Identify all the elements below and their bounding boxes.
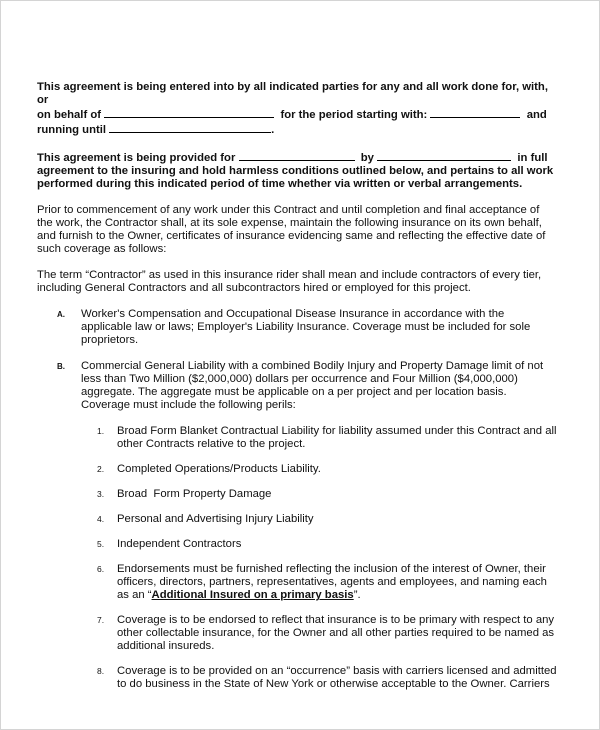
list-marker: 8.	[97, 666, 105, 676]
perils-list	[81, 425, 557, 691]
peril-item-1	[81, 425, 557, 451]
agreement-parties-paragraph	[37, 81, 557, 137]
running-until-blank[interactable]	[109, 122, 271, 133]
coverage-item-text: Worker's Compensation and Occupational Disease Insurance in accordance with the applicable law or laws; Employer's Liability Insurance. Coverage must be included for sole proprietors.	[81, 308, 531, 346]
coverage-item-b	[37, 360, 557, 412]
peril-text: Personal and Advertising Injury Liability	[117, 513, 314, 525]
on-behalf-label: on behalf of	[37, 109, 102, 121]
additional-insured-emphasis: Additional Insured on a primary basis	[151, 589, 354, 601]
peril-text: Coverage is to be endorsed to reflect that insurance is to be primary with respect to any other collectable insurance, for the Owner and all other parties required to be named as additional insureds.	[117, 614, 555, 652]
peril-text-after: ”.	[353, 589, 361, 601]
coverage-item-a	[37, 308, 557, 347]
list-marker: 2.	[97, 464, 105, 474]
by-label: by	[360, 152, 374, 164]
list-marker: 6.	[97, 564, 105, 574]
list-marker: B.	[57, 362, 65, 371]
peril-text: Broad Form Blanket Contractual Liability for liability assumed under this Contract and all other Contracts relative to the project.	[117, 425, 557, 450]
list-marker: 1.	[97, 426, 105, 436]
provided-for-blank[interactable]	[239, 150, 355, 161]
peril-item-6	[81, 563, 557, 602]
document-body	[37, 81, 557, 703]
period-start-label: for the period starting with:	[280, 109, 428, 121]
and-label: and	[526, 109, 547, 121]
peril-item-5	[81, 538, 557, 551]
peril-item-3	[81, 488, 557, 501]
list-marker: 3.	[97, 489, 105, 499]
peril-text: Independent Contractors	[117, 538, 242, 550]
list-marker: A.	[57, 310, 65, 319]
para2-rest: agreement to the insuring and hold harmless conditions outlined below, and pertains to all work performed during this indicated period of time whether via written or verbal arrangements.	[37, 165, 554, 190]
agreement-provided-paragraph	[37, 150, 557, 191]
coverage-item-text: Commercial General Liability with a combined Bodily Injury and Property Damage limit of not less than Two Million ($2,000,000) dollars per occurrence and Four Million ($4,000,000) aggregate. The aggregate must be applicable on a per project and per location basis. Coverage must include the following perils:	[81, 360, 544, 411]
in-full-label: in full	[517, 152, 548, 164]
peril-item-7	[81, 614, 557, 653]
peril-item-4	[81, 513, 557, 526]
provided-by-blank[interactable]	[377, 150, 511, 161]
insurance-requirement-paragraph: Prior to commencement of any work under this Contract and until completion and final acceptance of the work, the Contractor shall, at its sole expense, maintain the following insurance on its own behalf, and furnish to the Owner, certificates of insurance evidencing same and reflecting the effective date of such coverage as follows:	[37, 204, 546, 255]
contractor-definition-paragraph: The term “Contractor” as used in this insurance rider shall mean and include contractors of every tier, including General Contractors and all subcontractors hired or employed for this project.	[37, 269, 542, 294]
on-behalf-blank[interactable]	[104, 107, 274, 118]
period-mark: .	[271, 124, 275, 136]
peril-text: Completed Operations/Products Liability.	[117, 463, 321, 475]
para1-line1: This agreement is being entered into by all indicated parties for any and all work done for, with, or	[37, 81, 548, 106]
peril-item-8	[81, 665, 557, 691]
peril-text: Coverage is to be provided on an “occurrence” basis with carriers licensed and admitted to do business in the State of New York or otherwise acceptable to the Owner. Carriers	[117, 665, 557, 690]
peril-text-before: Endorsements must be furnished reflecting the inclusion of the interest of Owner, their officers, directors, partners, representatives, agents and employees, and naming each as an “	[117, 563, 547, 601]
period-start-blank[interactable]	[430, 107, 520, 118]
list-marker: 7.	[97, 615, 105, 625]
provided-for-label: This agreement is being provided for	[37, 152, 236, 164]
list-marker: 5.	[97, 539, 105, 549]
running-until-label: running until	[37, 124, 107, 136]
peril-text: Broad Form Property Damage	[117, 488, 272, 500]
list-marker: 4.	[97, 514, 105, 524]
peril-item-2	[81, 463, 557, 476]
